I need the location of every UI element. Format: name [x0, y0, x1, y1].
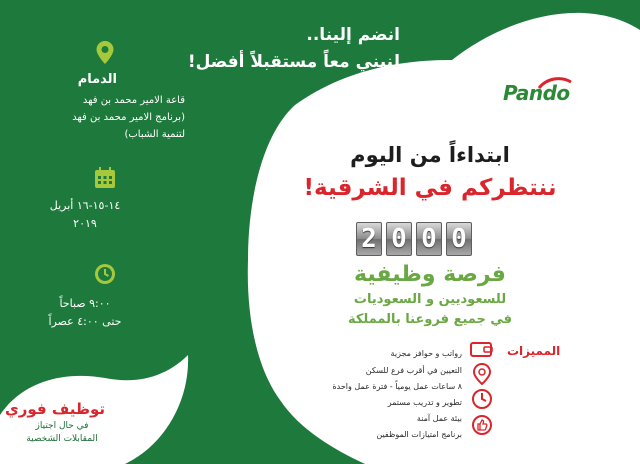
features-title: المميزات: [507, 344, 561, 358]
feature-item: بيئة عمل آمنة: [416, 414, 462, 423]
logo-wordmark: Pando: [503, 81, 570, 105]
instant-hiring-note: [12, 420, 112, 446]
headline-line-1: انضم إلينا..: [306, 25, 400, 45]
event-hours: [40, 295, 130, 331]
audience-text: للسعوديين و السعوديات: [353, 292, 507, 307]
wallet-icon: [470, 340, 494, 358]
feature-item: برنامج امتيازات الموظفين: [376, 430, 462, 439]
clock-icon: [471, 388, 493, 410]
date-line-1: ١٤-١٥-١٦ أبريل: [49, 199, 121, 212]
event-city: الدمام: [77, 72, 117, 87]
pando-logo: [497, 78, 579, 108]
awaiting-heading: ننتظركم في الشرقية!: [303, 175, 557, 201]
from-today-heading: ابتداءاً من اليوم: [350, 143, 510, 167]
instant-note-line-1: في حال اجتياز: [35, 421, 89, 431]
event-dates: [40, 197, 130, 233]
date-line-2: ٢٠١٩: [73, 217, 97, 230]
counter-digit: 2: [356, 222, 382, 256]
feature-item: رواتب و حوافز مجزية: [390, 349, 462, 358]
counter-digit: 0: [446, 222, 472, 256]
clock-icon: [93, 262, 117, 286]
venue-line-2: (برنامج الامير محمد بن فهد: [72, 112, 185, 123]
instant-hiring-title: توظيف فوري: [5, 400, 105, 418]
feature-item: تطوير و تدريب مستمر: [387, 398, 462, 407]
venue-line-3: لتنمية الشباب): [124, 129, 185, 140]
event-venue: [25, 92, 185, 143]
feature-item: التعيين في أقرب فرع للسكن: [365, 366, 462, 375]
calendar-icon: [93, 166, 117, 190]
jobs-counter: [356, 222, 472, 256]
map-pin-icon: [472, 362, 492, 386]
headline: [100, 22, 400, 76]
feature-item: ٨ ساعات عمل يومياً - فترة عمل واحدة: [332, 382, 462, 391]
venue-line-1: قاعة الامير محمد بن فهد: [82, 95, 185, 106]
counter-digit: 0: [416, 222, 442, 256]
instant-note-line-2: المقابلات الشخصية: [26, 434, 98, 444]
counter-digit: 0: [386, 222, 412, 256]
time-line-1: ٩:٠٠ صباحاً: [59, 297, 111, 310]
location-pin-icon: [95, 40, 115, 66]
job-opportunity-label: فرصة وظيفية: [354, 262, 506, 287]
thumbs-up-icon: [471, 414, 493, 436]
time-line-2: حتى ٤:٠٠ عصراً: [48, 315, 122, 328]
headline-line-2: لنبني معاً مستقبلاً أفضل!: [187, 52, 400, 72]
branches-text: في جميع فروعنا بالمملكة: [347, 312, 513, 327]
